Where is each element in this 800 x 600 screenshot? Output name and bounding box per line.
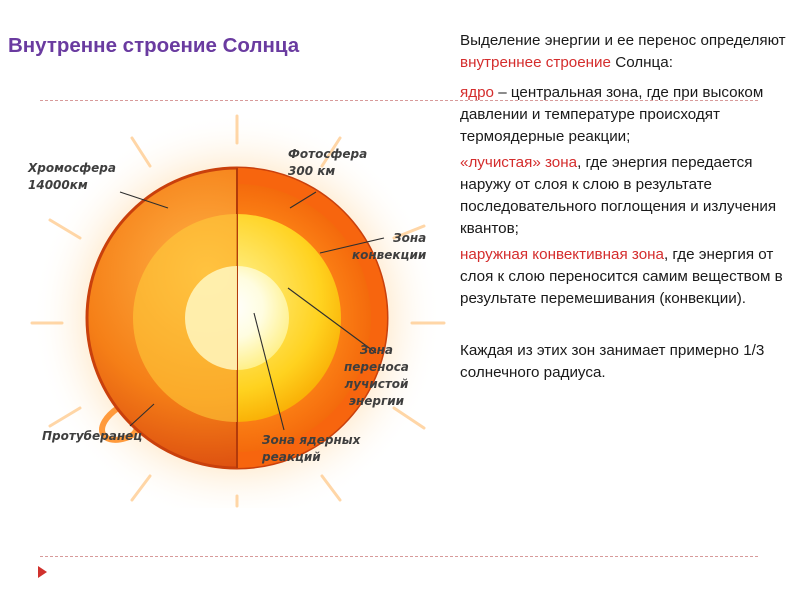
label-prominence-name: Протуберанец [42,429,143,443]
label-photosphere-thickness: 300 км [288,164,336,178]
convective-paragraph [460,244,790,310]
convective-description: , где энергия от слоя к слою переносится самим веществом в результате перемешивания (конвекции). [460,246,783,307]
core-term: ядро [460,84,494,101]
label-prominence [42,428,142,445]
label-core-word2: реакций [262,450,321,464]
label-photosphere [288,146,367,180]
label-core-word1: Зона ядерных [262,433,361,447]
intro-text-start: Выделение энергии и ее перенос определяют [460,32,786,49]
intro-text-end: Солнца: [611,54,673,71]
label-core-zone [262,432,360,466]
label-convection-zone [352,230,426,264]
bottom-divider [40,556,758,557]
convective-term: наружная конвективная зона [460,246,664,263]
core-paragraph [460,82,790,148]
intro-paragraph [460,30,790,74]
label-convection-word2: конвекции [352,248,427,262]
label-chromosphere-name: Хромосфера [28,161,116,175]
sun-structure-diagram [22,108,452,508]
label-radiative-zone [344,342,409,410]
next-arrow-icon[interactable] [38,566,47,578]
summary-paragraph: Каждая из этих зон занимает примерно 1/3 солнечного радиуса. [460,342,765,381]
core-description: – центральная зона, где при высоком давлении и температуре происходят термоядерные реакции; [460,84,764,145]
explanation-text [460,30,790,384]
label-convection-word1: Зона [393,231,427,245]
intro-highlight: внутреннее строение [460,54,611,71]
radiative-term: «лучистая» зона [460,154,578,171]
label-radiative-word1: Зона [359,343,394,357]
radiative-description: , где энергия передается наружу от слоя к слою в результате последовательного поглощения и излучения квантов; [460,154,777,237]
label-radiative-word3: лучистой [344,377,409,391]
label-chromosphere [28,160,116,194]
label-chromosphere-thickness: 14000км [28,178,88,192]
label-radiative-word2: переноса [344,360,409,374]
label-radiative-word4: энергии [348,394,405,408]
slide-title: Внутренне строение Солнца [8,34,300,57]
label-photosphere-name: Фотосфера [288,147,368,161]
radiative-paragraph [460,152,790,240]
